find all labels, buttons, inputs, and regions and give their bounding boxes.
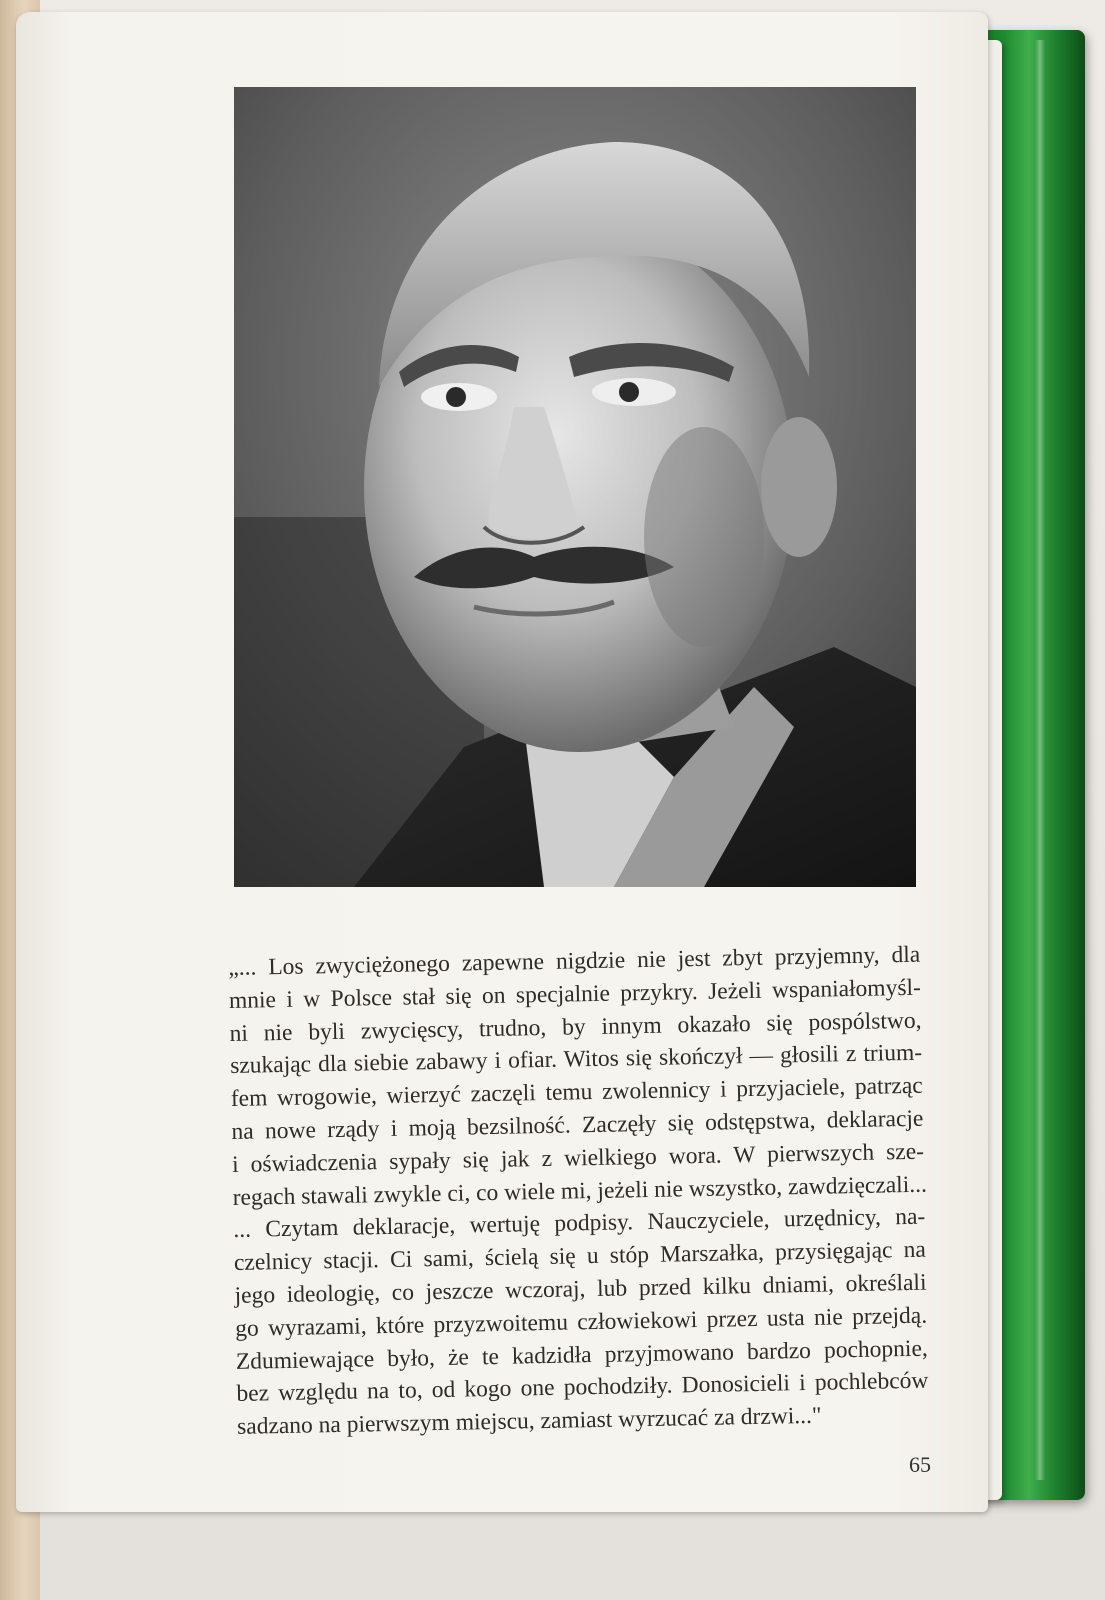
book-page <box>16 12 988 1512</box>
quote-line: i oświadczenia sypały się jak z wielkiego wora. W pierwszych sze- <box>231 1138 925 1178</box>
quote-line: na nowe rządy i moją bezsilność. Zaczęły się odstępstwa, deklaracje <box>231 1105 924 1145</box>
quote-line: bez względu na to, od kogo one pochodziły. Donosicieli i pochlebców <box>236 1367 929 1408</box>
quote-line: ni nie byli zwycięscy, trudno, by innym okazało się pospólstwo, <box>229 1007 922 1047</box>
quote-line: czelnicy stacji. Ci sami, ścielą się u stóp Marszałka, przysięgając na <box>233 1236 927 1277</box>
quote-line: fem wrogowie, wierzyć zaczęli temu zwolennicy i przyjaciele, patrząc <box>230 1072 923 1113</box>
quote-line: ... Czytam deklaracje, wertuję podpisy. Nauczyciele, urzędnicy, na- <box>233 1204 926 1244</box>
quote-line: mnie i w Polsce stał się on specjalnie przykry. Jeżeli wspaniałomyśl- <box>228 974 922 1014</box>
quote-line: jego ideologię, co jeszcze wczoraj, lub przed kilku dniami, określali <box>234 1269 927 1309</box>
cover-shine <box>1035 40 1045 1480</box>
page-number: 65 <box>909 1452 931 1477</box>
quote-line: Zdumiewające było, że te kadzidła przyjmowano bardzo pochopnie, <box>235 1335 928 1375</box>
quote-line: regach stawali zwykle ci, co wiele mi, jeżeli nie wszystko, zawdzięczali... <box>232 1171 928 1211</box>
quote-line: sadzano na pierwszym miejscu, zamiast wyrzucać za drzwi..." <box>236 1402 822 1441</box>
quotation-text <box>228 939 929 1444</box>
portrait-photograph-icon <box>234 87 916 887</box>
quote-line: go wyrazami, które przyzwoitemu człowiekowi przez usta nie przejdą. <box>234 1302 928 1342</box>
portrait-photo <box>234 87 916 887</box>
quote-line: „... Los zwyciężonego zapewne nigdzie nie jest zbyt przyjemny, dla <box>228 941 921 981</box>
quote-line: szukając dla siebie zabawy i ofiar. Witos się skończył — głosili z trium- <box>229 1040 923 1080</box>
